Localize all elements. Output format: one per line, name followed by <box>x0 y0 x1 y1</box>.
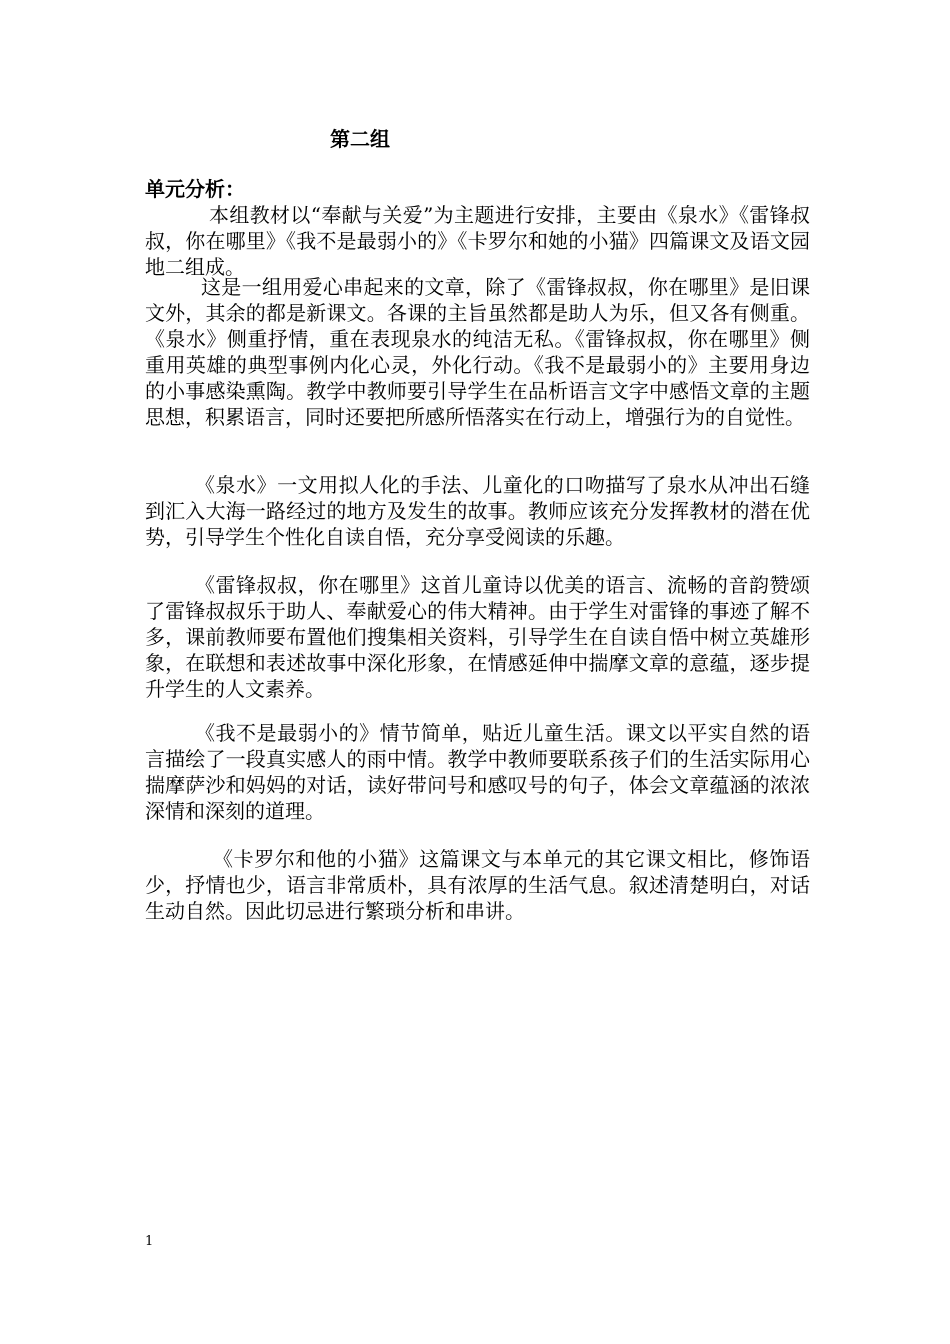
paragraph-carol-kitten: 《卡罗尔和他的小猫》这篇课文与本单元的其它课文相比，修饰语少，抒情也少，语言非常质朴，具有浓厚的生活气息。叙述清楚明白，对话生动自然。因此切忌进行繁琐分析和串讲。 <box>145 847 810 923</box>
paragraph-overview: 本组教材以“奉献与关爱”为主题进行安排，主要由《泉水》《雷锋叔叔，你在哪里》《我不是最弱小的》《卡罗尔和她的小猫》四篇课文及语文园地二组成。 <box>145 203 810 279</box>
paragraph-theme: 这是一组用爱心串起来的文章，除了《雷锋叔叔，你在哪里》是旧课文外，其余的都是新课文。各课的主旨虽然都是助人为乐，但又各有侧重。《泉水》侧重抒情，重在表现泉水的纯洁无私。《雷锋叔叔，你在哪里》侧重用英雄的典型事例内化心灵，外化行动。《我不是最弱小的》主要用身边的小事感染熏陶。教学中教师要引导学生在品析语言文字中感悟文章的主题思想，积累语言，同时还要把所感所悟落实在行动上，增强行为的自觉性。 <box>145 275 810 429</box>
page-number: 1 <box>145 1234 154 1249</box>
section-heading: 单元分析： <box>145 177 245 201</box>
paragraph-not-weakest: 《我不是最弱小的》情节简单，贴近儿童生活。课文以平实自然的语言描绘了一段真实感人的雨中情。教学中教师要联系孩子们的生活实际用心揣摩萨沙和妈妈的对话，读好带问号和感叹号的句子，体会文章蕴涵的浓浓深情和深刻的道理。 <box>145 721 810 823</box>
paragraph-lei-feng: 《雷锋叔叔，你在哪里》这首儿童诗以优美的语言、流畅的音韵赞颂了雷锋叔叔乐于助人、奉献爱心的伟大精神。由于学生对雷锋的事迹了解不多，课前教师要布置他们搜集相关资料，引导学生在自读自悟中树立英雄形象，在联想和表述故事中深化形象，在情感延伸中揣摩文章的意蕴，逐步提升学生的人文素养。 <box>145 573 810 701</box>
paragraph-spring-water: 《泉水》一文用拟人化的手法、儿童化的口吻描写了泉水从冲出石缝到汇入大海一路经过的地方及发生的故事。教师应该充分发挥教材的潜在优势，引导学生个性化自读自悟，充分享受阅读的乐趣。 <box>145 473 810 549</box>
document-title: 第二组 <box>330 127 390 151</box>
